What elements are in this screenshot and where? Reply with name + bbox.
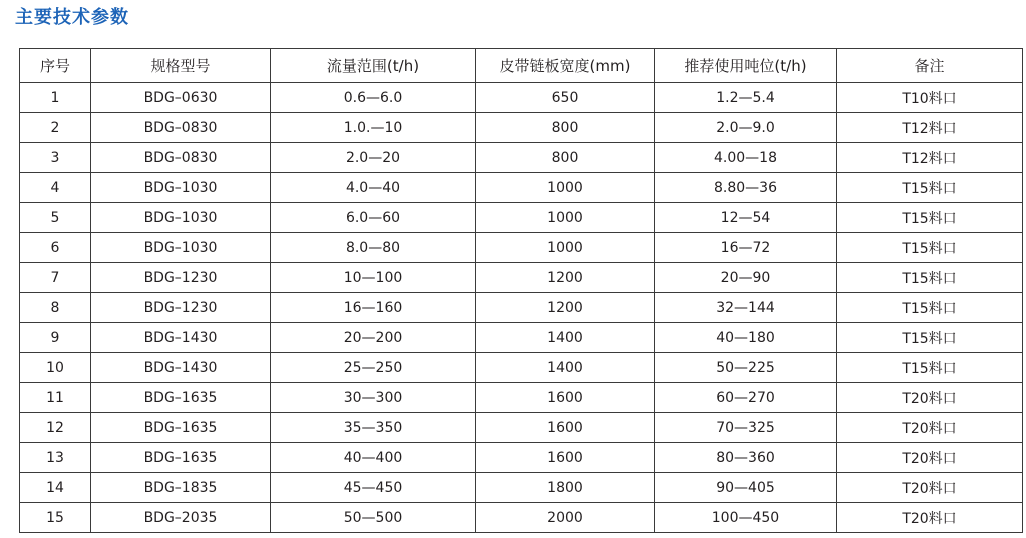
cell-flow-range: 50—500 <box>271 503 476 533</box>
cell-recommended-tonnage: 16—72 <box>655 233 837 263</box>
cell-recommended-tonnage: 4.00—18 <box>655 143 837 173</box>
cell-remarks: T20料口 <box>837 413 1023 443</box>
cell-recommended-tonnage: 60—270 <box>655 383 837 413</box>
cell-index: 11 <box>20 383 91 413</box>
cell-model: BDG–0630 <box>91 83 271 113</box>
cell-flow-range: 4.0—40 <box>271 173 476 203</box>
cell-recommended-tonnage: 40—180 <box>655 323 837 353</box>
cell-belt-width: 2000 <box>476 503 655 533</box>
table-row <box>20 413 1023 443</box>
page-title: 主要技术参数 <box>15 7 129 28</box>
cell-flow-range: 35—350 <box>271 413 476 443</box>
cell-index: 13 <box>20 443 91 473</box>
cell-flow-range: 20—200 <box>271 323 476 353</box>
cell-recommended-tonnage: 70—325 <box>655 413 837 443</box>
header-belt-width: 皮带链板宽度(mm) <box>476 49 655 83</box>
cell-recommended-tonnage: 50—225 <box>655 353 837 383</box>
cell-remarks: T20料口 <box>837 443 1023 473</box>
cell-remarks: T15料口 <box>837 323 1023 353</box>
cell-remarks: T10料口 <box>837 83 1023 113</box>
cell-model: BDG–1230 <box>91 293 271 323</box>
cell-model: BDG–0830 <box>91 113 271 143</box>
cell-recommended-tonnage: 8.80—36 <box>655 173 837 203</box>
spec-table <box>19 48 1023 533</box>
cell-remarks: T12料口 <box>837 113 1023 143</box>
cell-belt-width: 650 <box>476 83 655 113</box>
table-row <box>20 173 1023 203</box>
cell-belt-width: 1400 <box>476 323 655 353</box>
header-model: 规格型号 <box>91 49 271 83</box>
table-row <box>20 353 1023 383</box>
cell-recommended-tonnage: 20—90 <box>655 263 837 293</box>
cell-index: 12 <box>20 413 91 443</box>
header-flow-range: 流量范围(t/h) <box>271 49 476 83</box>
cell-belt-width: 1600 <box>476 413 655 443</box>
cell-model: BDG–1835 <box>91 473 271 503</box>
cell-belt-width: 1000 <box>476 203 655 233</box>
cell-index: 1 <box>20 83 91 113</box>
cell-index: 4 <box>20 173 91 203</box>
cell-recommended-tonnage: 80—360 <box>655 443 837 473</box>
cell-model: BDG–1430 <box>91 353 271 383</box>
cell-remarks: T15料口 <box>837 263 1023 293</box>
table-row <box>20 83 1023 113</box>
cell-model: BDG–1635 <box>91 443 271 473</box>
cell-flow-range: 2.0—20 <box>271 143 476 173</box>
table-row <box>20 323 1023 353</box>
cell-flow-range: 10—100 <box>271 263 476 293</box>
cell-belt-width: 1000 <box>476 173 655 203</box>
cell-flow-range: 45—450 <box>271 473 476 503</box>
cell-belt-width: 1600 <box>476 383 655 413</box>
cell-flow-range: 1.0.—10 <box>271 113 476 143</box>
cell-model: BDG–1230 <box>91 263 271 293</box>
table-row <box>20 293 1023 323</box>
cell-belt-width: 1800 <box>476 473 655 503</box>
table-row <box>20 143 1023 173</box>
cell-remarks: T20料口 <box>837 383 1023 413</box>
cell-recommended-tonnage: 2.0—9.0 <box>655 113 837 143</box>
cell-flow-range: 16—160 <box>271 293 476 323</box>
cell-remarks: T15料口 <box>837 203 1023 233</box>
cell-index: 2 <box>20 113 91 143</box>
cell-recommended-tonnage: 1.2—5.4 <box>655 83 837 113</box>
cell-remarks: T15料口 <box>837 233 1023 263</box>
cell-index: 15 <box>20 503 91 533</box>
cell-belt-width: 1200 <box>476 293 655 323</box>
cell-belt-width: 800 <box>476 113 655 143</box>
cell-index: 6 <box>20 233 91 263</box>
cell-recommended-tonnage: 90—405 <box>655 473 837 503</box>
table-row <box>20 263 1023 293</box>
cell-remarks: T12料口 <box>837 143 1023 173</box>
cell-belt-width: 1600 <box>476 443 655 473</box>
cell-index: 10 <box>20 353 91 383</box>
header-remarks: 备注 <box>837 49 1023 83</box>
table-row <box>20 203 1023 233</box>
cell-flow-range: 30—300 <box>271 383 476 413</box>
cell-flow-range: 8.0—80 <box>271 233 476 263</box>
table-row <box>20 383 1023 413</box>
cell-index: 8 <box>20 293 91 323</box>
header-recommended-tonnage: 推荐使用吨位(t/h) <box>655 49 837 83</box>
table-header-row <box>20 49 1023 83</box>
cell-remarks: T20料口 <box>837 473 1023 503</box>
cell-remarks: T15料口 <box>837 293 1023 323</box>
cell-index: 3 <box>20 143 91 173</box>
cell-flow-range: 0.6—6.0 <box>271 83 476 113</box>
cell-index: 7 <box>20 263 91 293</box>
cell-belt-width: 1000 <box>476 233 655 263</box>
table-row <box>20 233 1023 263</box>
cell-remarks: T20料口 <box>837 503 1023 533</box>
cell-index: 9 <box>20 323 91 353</box>
cell-belt-width: 1400 <box>476 353 655 383</box>
table-row <box>20 503 1023 533</box>
table-row <box>20 473 1023 503</box>
table-row <box>20 113 1023 143</box>
cell-model: BDG–1030 <box>91 203 271 233</box>
cell-belt-width: 800 <box>476 143 655 173</box>
header-index: 序号 <box>20 49 91 83</box>
cell-flow-range: 6.0—60 <box>271 203 476 233</box>
cell-belt-width: 1200 <box>476 263 655 293</box>
cell-recommended-tonnage: 32—144 <box>655 293 837 323</box>
cell-model: BDG–2035 <box>91 503 271 533</box>
cell-model: BDG–1635 <box>91 413 271 443</box>
cell-flow-range: 40—400 <box>271 443 476 473</box>
cell-index: 5 <box>20 203 91 233</box>
cell-model: BDG–1635 <box>91 383 271 413</box>
cell-recommended-tonnage: 12—54 <box>655 203 837 233</box>
cell-remarks: T15料口 <box>837 173 1023 203</box>
cell-model: BDG–0830 <box>91 143 271 173</box>
cell-index: 14 <box>20 473 91 503</box>
cell-model: BDG–1430 <box>91 323 271 353</box>
table-row <box>20 443 1023 473</box>
cell-recommended-tonnage: 100—450 <box>655 503 837 533</box>
cell-model: BDG–1030 <box>91 173 271 203</box>
cell-model: BDG–1030 <box>91 233 271 263</box>
cell-flow-range: 25—250 <box>271 353 476 383</box>
cell-remarks: T15料口 <box>837 353 1023 383</box>
